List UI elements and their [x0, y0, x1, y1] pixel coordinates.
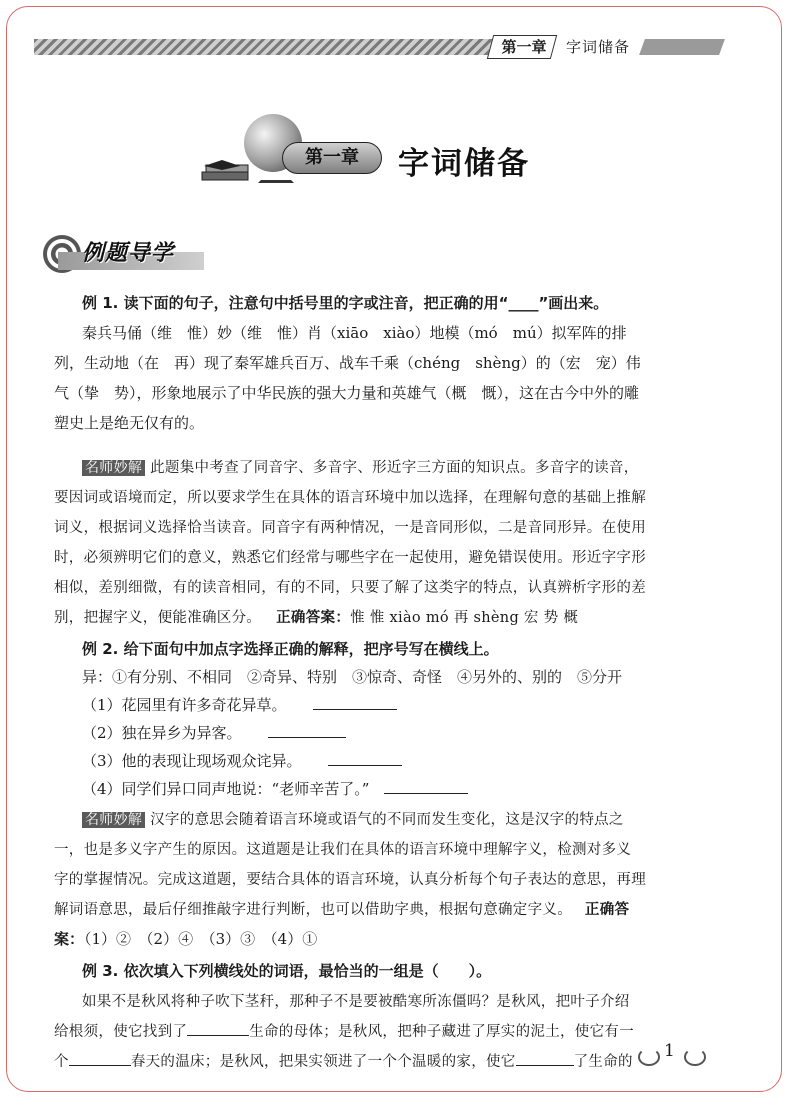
books-icon	[200, 160, 254, 184]
example-1-text: 列，生动地（在 再）现了秦军雄兵百万、战车千乘（chéng shèng）的（宏 宠）伟	[54, 354, 641, 372]
answer-label: 案：	[54, 930, 85, 948]
sub-question	[82, 722, 346, 743]
passage-text: 了生命的	[573, 1054, 633, 1070]
explanation-line	[54, 606, 578, 627]
passage-text: 春天的温床；是秋风，把果实领进了一个个温暖的家，使它	[130, 1054, 516, 1070]
example-1-text: 气（挚 势），形象地展示了中华民族的强大力量和英雄气（概 慨），这在古今中外的雕	[54, 384, 640, 402]
right-ornament-icon	[684, 1048, 706, 1066]
running-header	[34, 34, 724, 60]
page-number: 1	[664, 1041, 675, 1061]
sub-question-text: （4）同学们异口同声地说：“老师辛苦了。”	[82, 780, 370, 798]
sub-question	[82, 694, 397, 715]
passage-text: 个	[54, 1054, 69, 1070]
passage-line: 如果不是秋风将种子吹下茎秆，那种子不是要被酷寒所冻僵吗？是秋风，把叶子介绍	[82, 994, 630, 1010]
chapter-badge: 第一章	[282, 142, 382, 174]
header-stripe	[34, 39, 496, 55]
header-tail-bar	[639, 39, 725, 55]
explanation-line: 要因词或语境而定，所以要求学生在具体的语言环境中加以选择，在理解句意的基础上推解	[54, 490, 646, 506]
explanation-text: 汉字的意思会随着语言环境或语气的不同而发生变化，这是汉字的特点之	[150, 812, 624, 828]
header-chapter: 第一章	[501, 38, 547, 56]
explanation-line	[54, 898, 629, 919]
example-1-text: 秦兵马俑（维 惟）妙（维 惟）肖（xiāo xiào）地模（mó mú）拟军阵的排	[82, 324, 627, 342]
answer-blank[interactable]	[268, 723, 346, 738]
answer-blank[interactable]	[516, 1051, 574, 1066]
sub-question-text: （1）花园里有许多奇花异草。	[82, 696, 287, 714]
explanation-line: 相似，差别细微，有的读音相同，有的不同，只要了解了这类字的特点，认真辨析字形的差	[54, 580, 646, 596]
answer-blank[interactable]	[69, 1051, 131, 1066]
explanation-line: 时，必须辨明它们的意义，熟悉它们经常与哪些字在一起使用，避免错误使用。形近字字形	[54, 550, 646, 566]
example-1-question: 例 1. 读下面的句子，注意句中括号里的字或注音，把正确的用“____”画出来。	[82, 294, 609, 312]
passage-text: 生命的母体；是秋风，把种子藏进了厚实的泥土，使它有一	[249, 1024, 635, 1040]
answer-blank[interactable]	[384, 779, 468, 794]
example-1-text: 塑史上是绝无仅有的。	[54, 414, 205, 432]
page-footer	[636, 1040, 706, 1068]
sub-question	[82, 750, 402, 771]
teacher-note-tag: 名师妙解	[82, 460, 145, 476]
left-ornament-icon	[638, 1048, 660, 1066]
passage-line	[54, 1020, 634, 1041]
header-title: 字词储备	[566, 38, 631, 56]
answer-blank[interactable]	[313, 695, 397, 710]
explanation-line: 词义，根据词义选择恰当读音。同音字有两种情况，一是音同形似，二是音同形异。在使用	[54, 520, 646, 536]
sub-question-text: （3）他的表现让现场观众诧异。	[82, 752, 302, 770]
explanation-line	[82, 808, 624, 829]
explanation-text: 解词语意思，最后仔细推敲字进行判断，也可以借助字典，根据句意确定字义。	[54, 902, 572, 918]
explanation-text: 此题集中考查了同音字、多音字、形近字三方面的知识点。多音字的读音，	[150, 460, 639, 476]
section-title: 例题导学	[82, 241, 175, 266]
explanation-line	[82, 456, 639, 477]
sub-question	[82, 778, 468, 799]
chapter-title: 字词储备	[398, 146, 530, 182]
section-heading	[42, 234, 202, 274]
passage-line	[54, 1050, 633, 1071]
definition-list: 异：①有分别、不相同 ②奇异、特别 ③惊奇、奇怪 ④另外的、别的 ⑤分开	[82, 668, 623, 686]
answer-label: 正确答	[584, 902, 630, 918]
sub-question-text: （2）独在异乡为异客。	[82, 724, 242, 742]
example-2-question: 例 2. 给下面句中加点字选择正确的解释，把序号写在横线上。	[82, 640, 499, 658]
explanation-line: 一，也是多义字产生的原因。这道题是让我们在具体的语言环境中理解字义，检测对多义	[54, 842, 632, 858]
answer-line	[54, 928, 317, 949]
answer-blank[interactable]	[187, 1021, 249, 1036]
teacher-note-tag: 名师妙解	[82, 812, 145, 828]
chapter-banner	[196, 110, 546, 190]
explanation-line: 字的掌握情况。完成这道题，要结合具体的语言环境，认真分析每个句子表达的意思，再理	[54, 872, 646, 888]
answer-text: 惟 惟 xiào mó 再 shèng 宏 势 概	[350, 610, 579, 626]
answer-blank[interactable]	[328, 751, 402, 766]
example-3-question: 例 3. 依次填入下列横线处的词语，最恰当的一组是（ ）。	[82, 962, 492, 980]
answer-label: 正确答案：	[276, 610, 351, 626]
explanation-text: 别，把握字义，便能准确区分。	[54, 610, 262, 626]
answer-text: （1）② （2）④ （3）③ （4）①	[84, 930, 318, 948]
passage-text: 给根须，使它找到了	[54, 1024, 188, 1040]
